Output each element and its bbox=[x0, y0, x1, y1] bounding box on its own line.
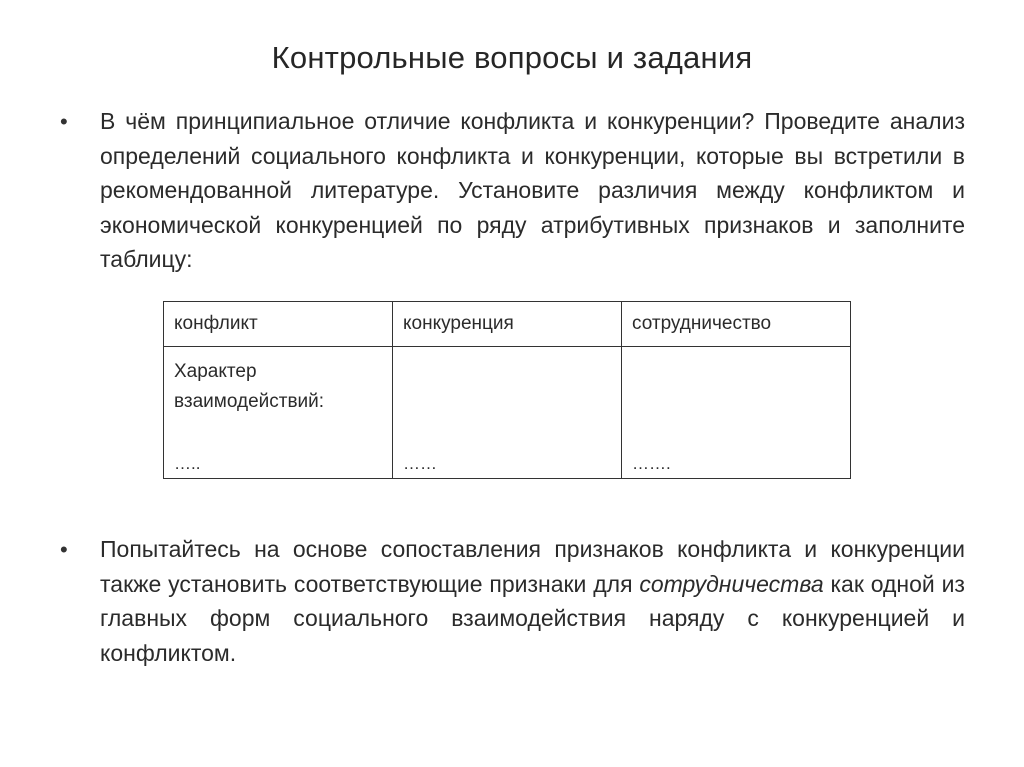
task-text-after: как одной из главных форм социального взаимодействия наряду с конкуренцией и конфликтом. bbox=[100, 570, 965, 666]
task-text-italic: сотрудничества bbox=[639, 570, 824, 597]
table-row bbox=[164, 347, 851, 479]
dots-cooperation: ……. bbox=[632, 454, 671, 473]
bullet-text-question: В чём принципиальное отличие конфликта и конкуренции? Проведите анализ определений социального конфликта и конкуренции, которые вы встретили в рекомендованной литературе. Установите различия между конфликтом и экономической конкуренцией по ряду атрибутивных признаков и заполните таблицу: bbox=[100, 108, 965, 272]
dots-competition: …… bbox=[403, 454, 437, 473]
cell-conflict bbox=[164, 347, 393, 479]
bullet-item-task bbox=[60, 532, 965, 670]
task-text-before: Попытайтесь на основе сопоставления признаков конфликта и конкуренции также установить соответствующие признаки для bbox=[100, 536, 965, 597]
table-header-row bbox=[164, 302, 851, 347]
cell-competition bbox=[393, 347, 622, 479]
label-line-2: взаимодействий: bbox=[174, 391, 325, 412]
header-conflict: конфликт bbox=[164, 302, 393, 347]
bullet-item-question bbox=[60, 104, 965, 277]
bullet-text-task bbox=[100, 532, 965, 670]
cell-cooperation bbox=[622, 347, 851, 479]
label-line-1: Характер bbox=[174, 361, 257, 382]
bullet-dot-icon: • bbox=[60, 109, 68, 134]
dots-conflict: ….. bbox=[174, 454, 201, 473]
bullet-dot-icon: • bbox=[60, 537, 68, 562]
comparison-table bbox=[163, 301, 851, 479]
slide-title: Контрольные вопросы и задания bbox=[271, 40, 753, 75]
header-cooperation: сотрудничество bbox=[622, 302, 851, 347]
header-competition: конкуренция bbox=[393, 302, 622, 347]
interaction-character-label bbox=[174, 347, 382, 417]
